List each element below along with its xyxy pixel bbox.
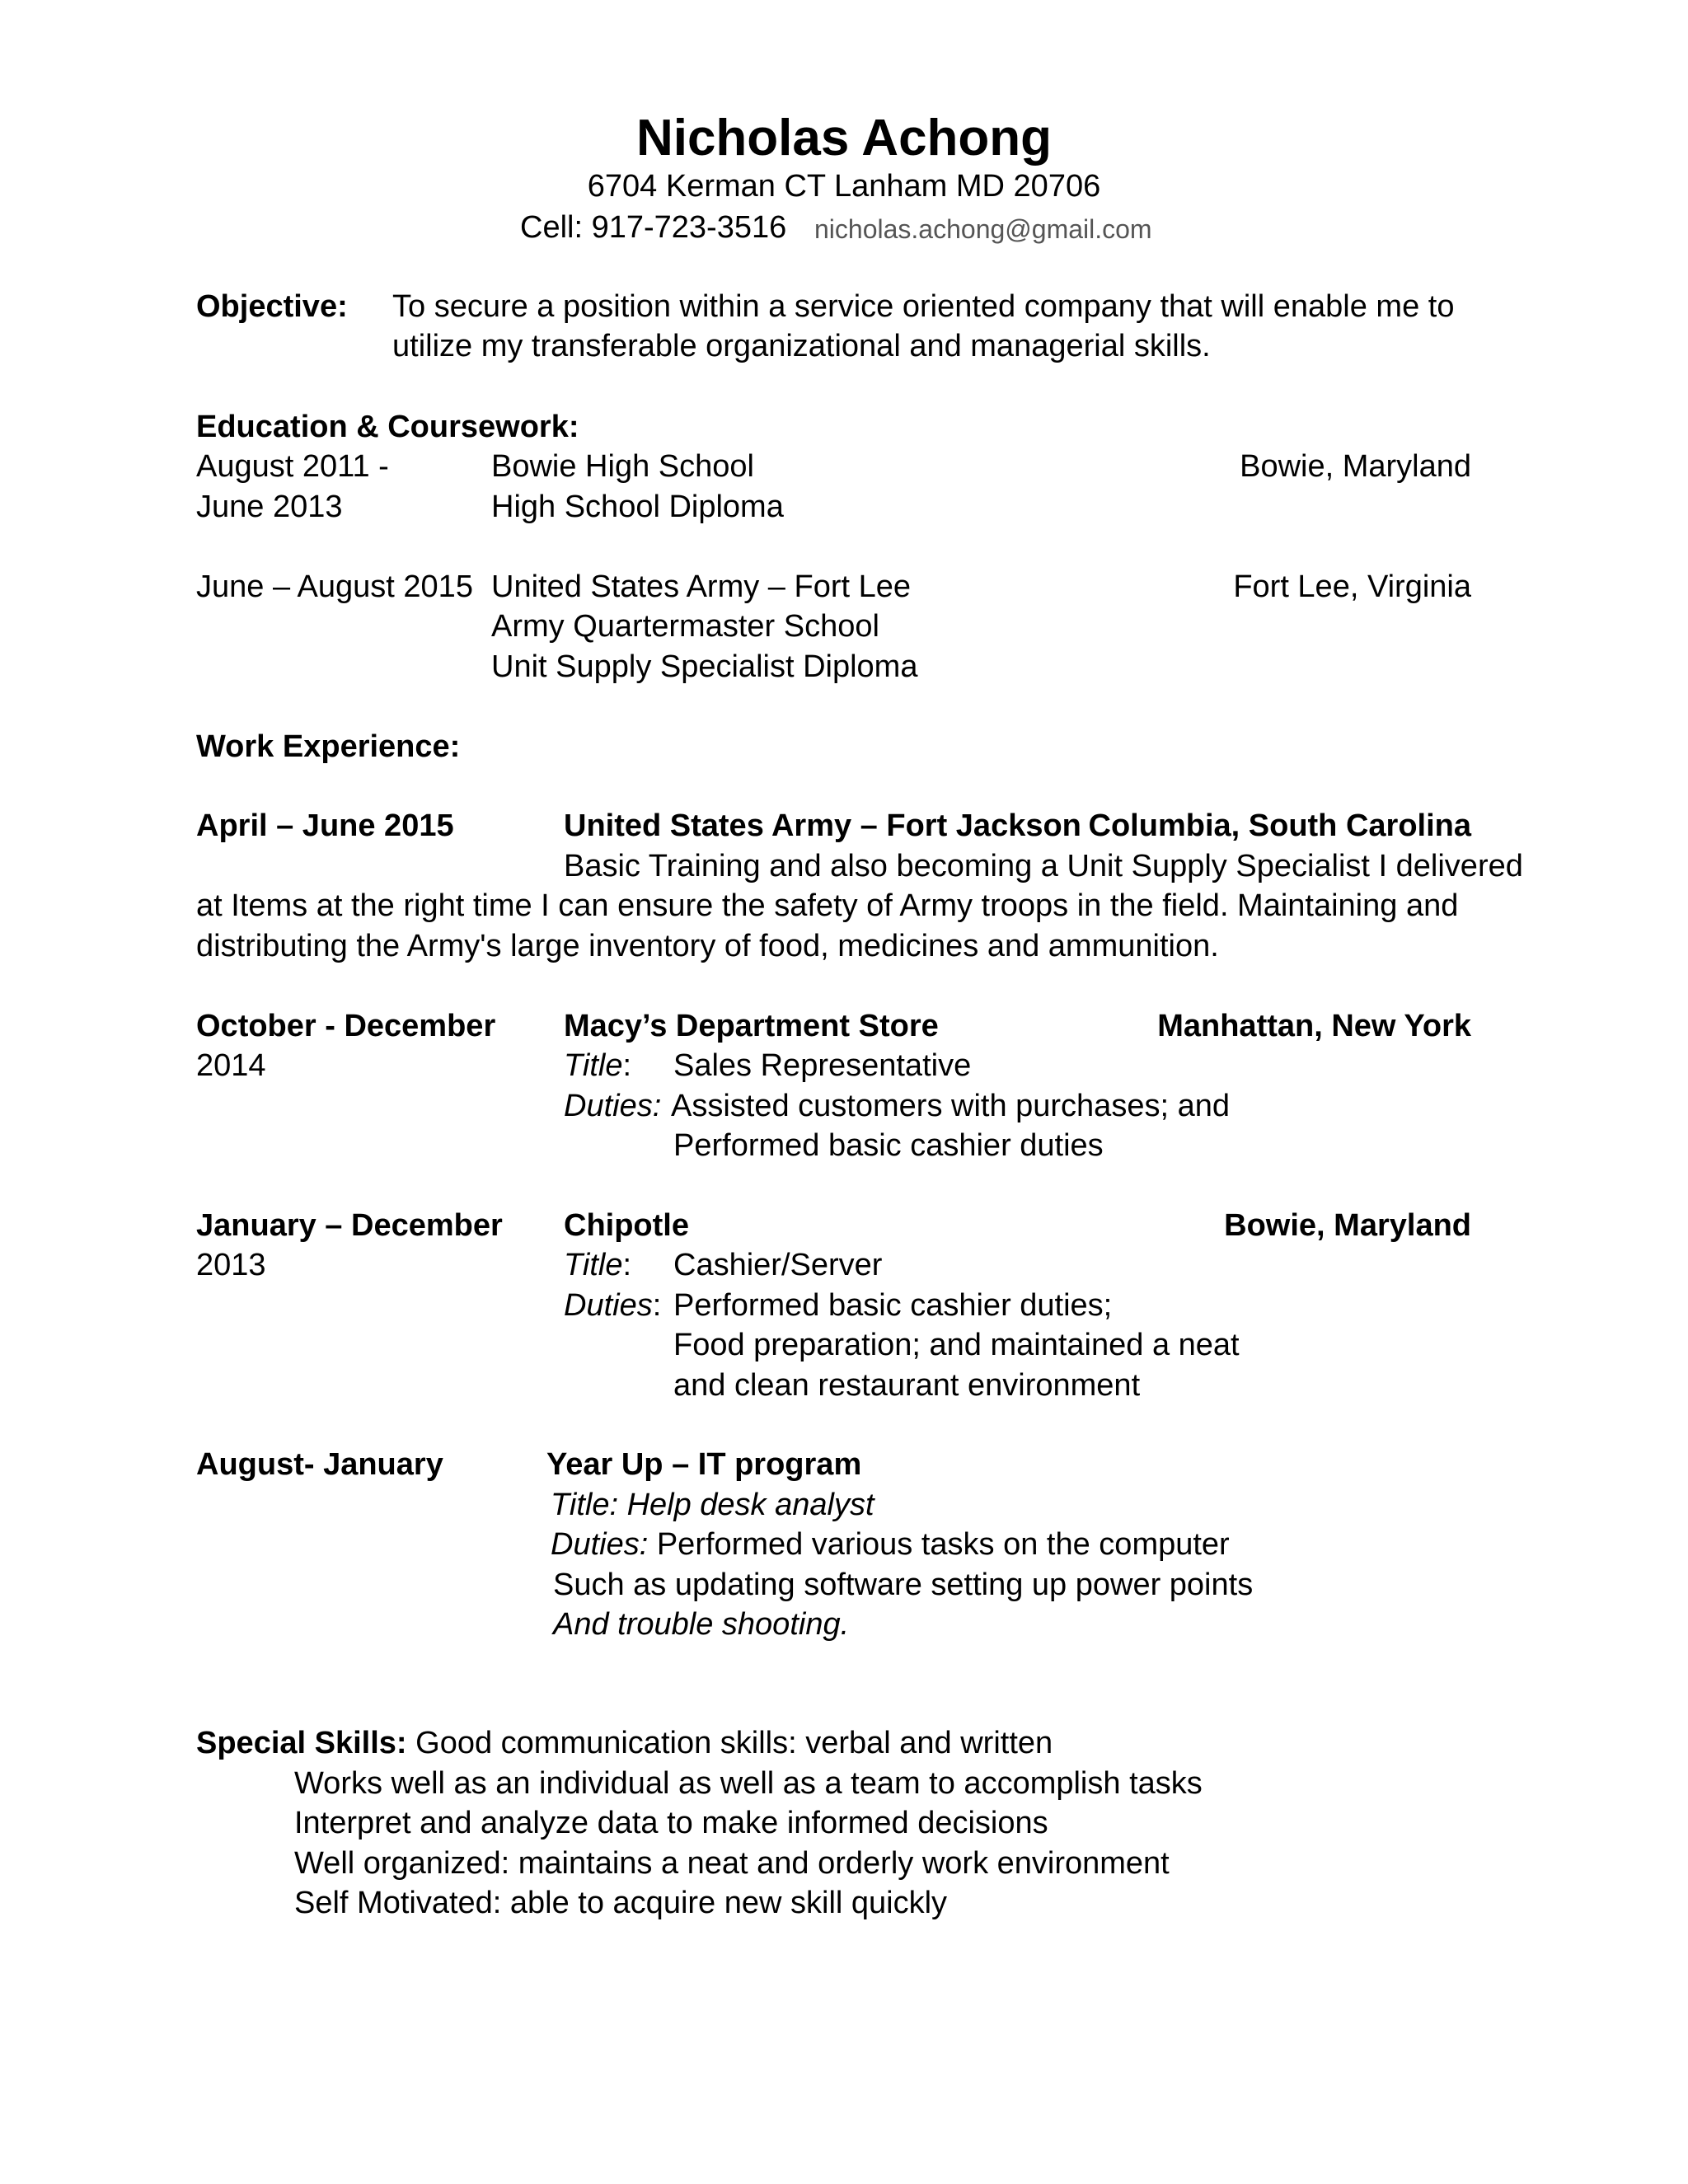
army-desc-line3: distributing the Army's large inventory of food, medicines and ammunition. <box>196 929 1219 963</box>
macys-title-label-text: Title <box>564 1048 623 1083</box>
macys-date-line2: 2014 <box>196 1048 266 1083</box>
chipotle-org: Chipotle <box>564 1208 689 1243</box>
yearup-org: Year Up – IT program <box>546 1447 862 1482</box>
chipotle-duties-label-text: Duties <box>564 1288 653 1323</box>
chipotle-duties-line1: Performed basic cashier duties; <box>673 1288 1113 1323</box>
yearup-duties-line1 <box>551 1525 1230 1564</box>
chipotle-title-label <box>564 1245 631 1285</box>
army-location: Columbia, South Carolina <box>1088 808 1471 843</box>
army-date: April – June 2015 <box>196 808 454 843</box>
chipotle-duties-line2: Food preparation; and maintained a neat <box>673 1328 1240 1362</box>
edu2-location: Fort Lee, Virginia <box>1233 569 1471 604</box>
skill-item: Well organized: maintains a neat and orderly work environment <box>294 1846 1170 1881</box>
army-desc-line2: at Items at the right time I can ensure the safety of Army troops in the field. Maintaining and <box>196 888 1459 923</box>
yearup-date: August- January <box>196 1447 443 1482</box>
skill-item: Works well as an individual as well as a team to accomplish tasks <box>294 1766 1203 1801</box>
chipotle-title-value: Cashier/Server <box>673 1248 883 1282</box>
macys-duties-line1: Assisted customers with purchases; and <box>671 1089 1230 1123</box>
edu2-org: United States Army – Fort Lee <box>491 569 912 604</box>
chipotle-duties-line3: and clean restaurant environment <box>673 1368 1141 1403</box>
yearup-duties-label: Duties: <box>551 1527 649 1562</box>
macys-duties-label: Duties: <box>564 1089 662 1123</box>
yearup-title: Title: Help desk analyst <box>551 1488 874 1522</box>
chipotle-title-label-text: Title <box>564 1248 623 1282</box>
chipotle-title-colon: : <box>622 1248 632 1282</box>
skills-first: Good communication skills: verbal and written <box>406 1726 1053 1760</box>
edu1-date-line1: August 2011 - <box>196 449 389 484</box>
edu1-school: Bowie High School <box>491 449 754 484</box>
army-org: United States Army – Fort Jackson <box>564 808 1081 843</box>
education-heading: Education & Coursework: <box>196 410 579 444</box>
edu2-school: Army Quartermaster School <box>491 609 879 644</box>
skills-label: Special Skills: <box>196 1726 407 1760</box>
skill-item: Self Motivated: able to acquire new skill quickly <box>294 1886 948 1920</box>
skills-first-line <box>196 1723 1053 1763</box>
chipotle-duties-label <box>564 1286 661 1325</box>
objective-label: Objective: <box>196 289 348 324</box>
macys-location: Manhattan, New York <box>1157 1009 1471 1043</box>
yearup-duties-line2: Such as updating software setting up power points <box>553 1568 1254 1602</box>
chipotle-date-line2: 2013 <box>196 1248 266 1282</box>
objective-text: To secure a position within a service oriented company that will enable me to utilize my transferable organizational and managerial skills. <box>392 289 1455 363</box>
chipotle-location: Bowie, Maryland <box>1224 1208 1471 1243</box>
edu1-date-line2: June 2013 <box>196 490 343 524</box>
macys-org: Macy’s Department Store <box>564 1009 939 1043</box>
chipotle-date-line1: January – December <box>196 1208 503 1243</box>
work-heading: Work Experience: <box>196 729 461 764</box>
email-address: nicholas.achong@gmail.com <box>814 214 1152 244</box>
edu2-date: June – August 2015 <box>196 569 473 604</box>
address: 6704 Kerman CT Lanham MD 20706 <box>587 169 1101 204</box>
chipotle-duties-colon: : <box>652 1288 662 1323</box>
resume-name: Nicholas Achong <box>635 110 1053 166</box>
macys-title-colon: : <box>622 1048 632 1083</box>
macys-date-line1: October - December <box>196 1009 496 1043</box>
army-desc-line1: Basic Training and also becoming a Unit Supply Specialist I delivered <box>564 849 1523 883</box>
macys-title-label <box>564 1046 631 1085</box>
edu1-diploma: High School Diploma <box>491 490 784 524</box>
cell-phone: Cell: 917-723-3516 <box>520 210 787 245</box>
edu2-diploma: Unit Supply Specialist Diploma <box>491 649 918 684</box>
edu1-location: Bowie, Maryland <box>1240 449 1471 484</box>
yearup-duties-line3: And trouble shooting. <box>553 1607 850 1642</box>
yearup-duties-text: Performed various tasks on the computer <box>648 1527 1230 1562</box>
macys-duties-line2: Performed basic cashier duties <box>673 1128 1104 1163</box>
macys-title-value: Sales Representative <box>673 1048 972 1083</box>
skill-item: Interpret and analyze data to make informed decisions <box>294 1806 1048 1840</box>
